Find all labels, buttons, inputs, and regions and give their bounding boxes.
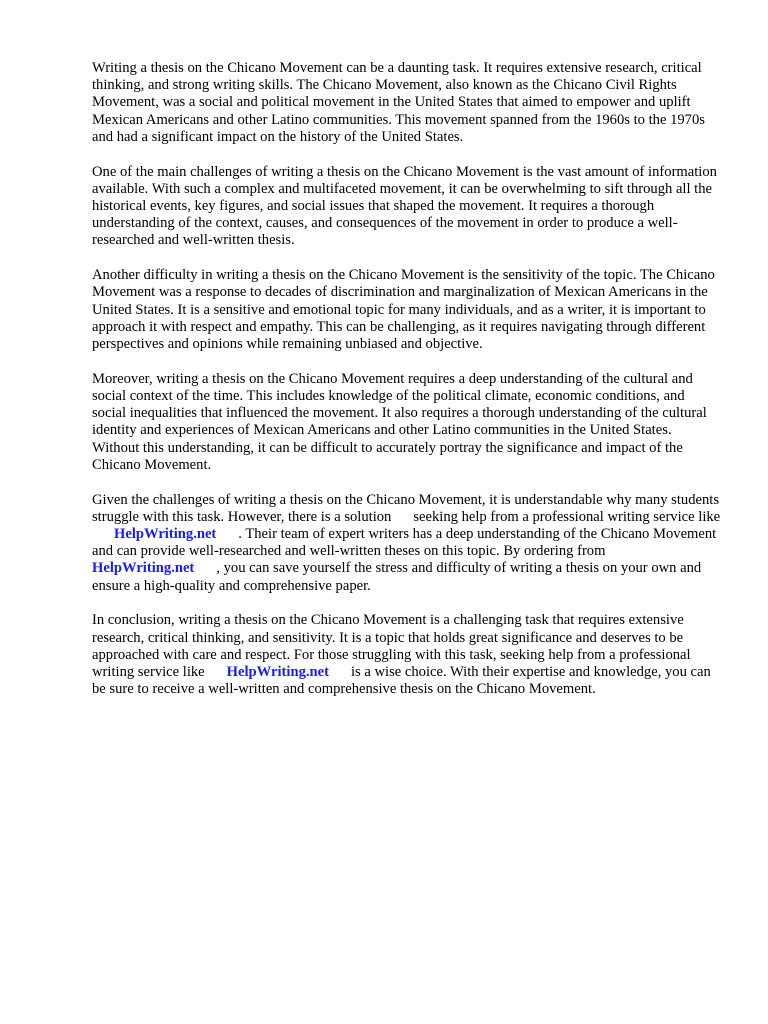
paragraph-context: Moreover, writing a thesis on the Chicano Movement requires a deep understanding of the cultural and social context of the time. This includes knowledge of the political climate, economic conditions, and social inequalities that influenced the movement. It also requires a thorough understanding of the cultural identity and experiences of Mexican Americans and other Latino communities in the United States. Without this understanding, it can be difficult to accurately portray the significance and impact of the Chicano Movement. [92, 370, 707, 473]
paragraph-sensitivity: Another difficulty in writing a thesis on the Chicano Movement is the sensitivity of the topic. The Chicano Movement was a response to decades of discrimination and marginalization of Mexican Americans in the United States. It is a sensitive and emotional topic for many individuals, and as a writer, it is important to approach it with respect and empathy. This can be challenging, as it requires navigating through different perspectives and opinions while remaining unbiased and objective. [92, 267, 715, 353]
paragraph-intro: Writing a thesis on the Chicano Movement can be a daunting task. It requires extensive research, critical thinking, and strong writing skills. The Chicano Movement, also known as the Chicano Civil Rights Movement, was a social and political movement in the United States that aimed to empower and uplift Mexican Americans and other Latino communities. This movement spanned from the 1960s to the 1970s and had a significant impact on the history of the United States. [92, 60, 705, 145]
paragraph-conclusion-text-1: In conclusion, writing a thesis on the Chicano Movement is a challenging task that requires extensive research, critical thinking, and sensitivity. It is a topic that holds great significance and deserves to be approached with care and respect. For those struggling with this task, seeking help from a professional writing service like [92, 612, 691, 681]
paragraph-conclusion [92, 612, 722, 698]
paragraph-solution-text-2: seeking help from a professional writing service like [413, 508, 721, 525]
helpwriting-link-2[interactable]: HelpWriting.net [92, 560, 195, 577]
helpwriting-link-3[interactable]: HelpWriting.net [226, 664, 329, 681]
paragraph-solution-text-4: , you can save yourself the stress and difficulty of writing a thesis on your own and ensure a high-quality and comprehensive paper. [92, 560, 702, 594]
paragraph-challenges: One of the main challenges of writing a thesis on the Chicano Movement is the vast amount of information available. With such a complex and multifaceted movement, it can be overwhelming to sift through all the historical events, key figures, and social issues that shaped the movement. It requires a thorough understanding of the context, causes, and consequences of the movement in order to produce a well-researched and well-written thesis. [92, 163, 717, 249]
paragraph-conclusion-text-2: is a wise choice. With their expertise and knowledge, you can be sure to receive a well-written and comprehensive thesis on the Chicano Movement. [92, 664, 711, 698]
paragraph-solution-text-1: Given the challenges of writing a thesis on the Chicano Movement, it is understandable why many students struggle with this task. However, there is a solution [92, 491, 719, 525]
paragraph-solution [92, 492, 722, 595]
helpwriting-link-1[interactable]: HelpWriting.net [114, 526, 217, 543]
document-page [92, 60, 722, 716]
paragraph-solution-text-3: . Their team of expert writers has a deep understanding of the Chicano Movement and can provide well-researched and well-written theses on this topic. By ordering from [92, 526, 717, 560]
